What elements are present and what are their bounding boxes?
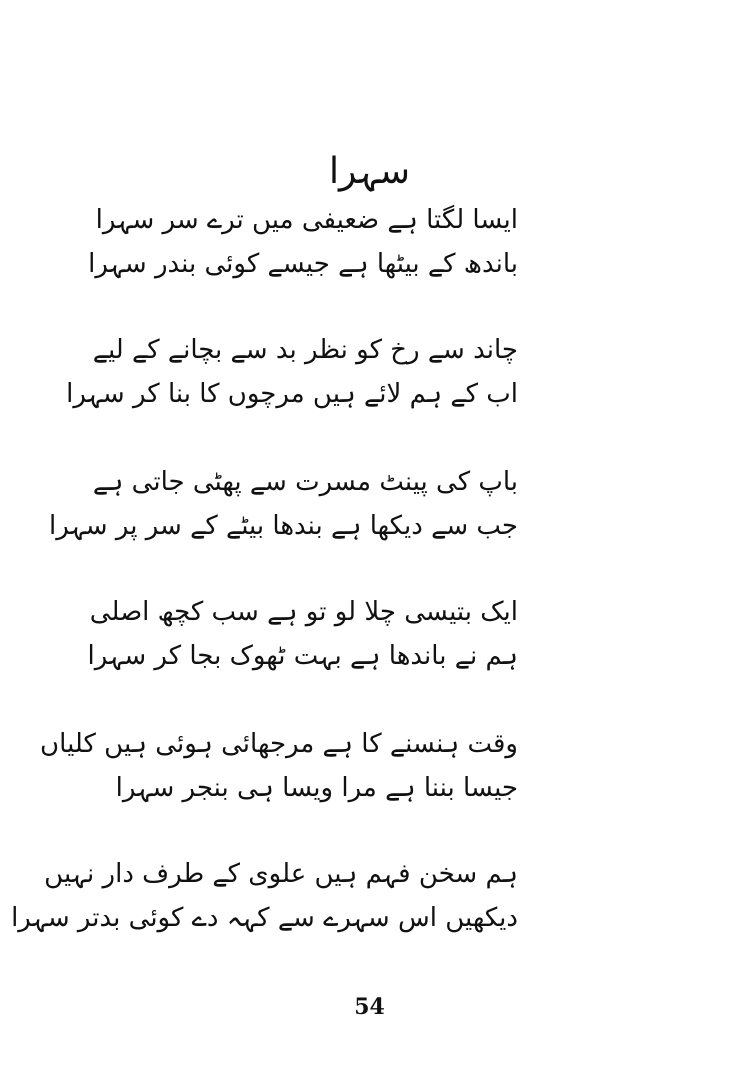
verse-line: ایسا لگتا ہے ضعیفی میں ترے سر سہرا: [95, 205, 518, 235]
verse-line: باندھ کے بیٹھا ہے جیسے کوئی بندر سہرا: [88, 249, 518, 279]
stanza-2: [66, 328, 518, 416]
verse-line: ہم نے باندھا ہے بہت ٹھوک بجا کر سہرا: [87, 641, 518, 671]
page-number: 54: [354, 994, 385, 1020]
verse-line: دیکھیں اس سہرے سے کہہ دے کوئی بدتر سہرا: [11, 903, 518, 933]
verse-line: ایک بتیسی چلا لو تو ہے سب کچھ اصلی: [89, 597, 518, 627]
poem-title: سہرا: [328, 151, 411, 192]
stanza-6: [11, 852, 518, 940]
verse-line: جیسا بننا ہے مرا ویسا ہی بنجر سہرا: [115, 773, 518, 803]
verse-line: چاند سے رخ کو نظر بد سے بچانے کے لیے: [92, 335, 518, 365]
stanza-5: [40, 722, 518, 810]
stanza-4: [87, 590, 518, 678]
verse-line: باپ کی پینٹ مسرت سے پھٹی جاتی ہے: [92, 467, 518, 497]
verse-line: وقت ہنسنے کا ہے مرجھائی ہوئی ہیں کلیاں: [40, 729, 518, 759]
verse-line: جب سے دیکھا ہے بندھا بیٹے کے سر پر سہرا: [49, 511, 518, 541]
stanza-1: [88, 198, 518, 286]
verse-line: اب کے ہم لائے ہیں مرچوں کا بنا کر سہرا: [66, 379, 518, 409]
verse-line: ہم سخن فہم ہیں علوی کے طرف دار نہیں: [44, 859, 518, 889]
stanza-3: [49, 460, 518, 548]
